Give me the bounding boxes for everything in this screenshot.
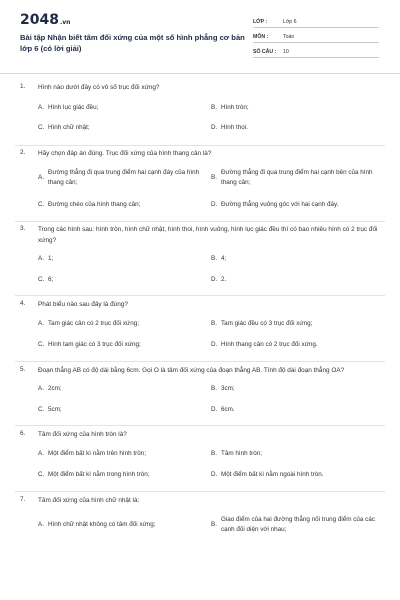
option-letter: C. [38, 276, 45, 283]
question-text: Tâm đối xứng của hình tròn là? [38, 431, 127, 438]
answer-option[interactable] [211, 275, 384, 285]
option-letter: A. [38, 103, 44, 111]
option-text: Tâm hình tròn; [221, 449, 262, 457]
meta-label: LỚP : [253, 19, 268, 25]
answer-option[interactable] [38, 103, 211, 113]
question-number: 1. [20, 83, 26, 90]
question-item [0, 146, 400, 221]
option-text: Hình chữ nhật; [48, 124, 90, 131]
option-letter: A. [38, 449, 44, 457]
option-text: Tam giác đều có 3 trục đối xứng; [221, 319, 313, 327]
answer-option[interactable] [211, 254, 384, 264]
meta-label: MÔN : [253, 34, 269, 40]
answer-option[interactable] [38, 340, 211, 350]
brand-logo[interactable] [20, 12, 70, 28]
answer-option[interactable] [38, 384, 211, 394]
answer-option[interactable] [38, 405, 211, 415]
option-text: 1; [48, 255, 54, 262]
answer-options [0, 103, 400, 134]
option-text: Đường thẳng đi qua trung điểm hai cạnh bên của hình thang cân; [221, 168, 373, 186]
header-divider [0, 73, 400, 74]
answer-option[interactable] [211, 449, 384, 459]
answer-option[interactable] [38, 515, 211, 535]
question-number: 7. [20, 495, 26, 503]
option-text: 3cm; [221, 385, 235, 392]
answer-options [0, 254, 400, 285]
answer-options [0, 168, 400, 211]
answer-options [0, 449, 400, 480]
question-number: 5. [20, 365, 26, 373]
answer-options [0, 319, 400, 350]
option-text: Hình tròn; [221, 103, 249, 111]
worksheet-header [0, 0, 400, 66]
option-text: Một điểm bất kì nằm trên hình tròn; [48, 449, 146, 457]
answer-option[interactable] [38, 123, 211, 133]
question-stem [0, 430, 400, 441]
question-item [0, 296, 400, 361]
option-text: Đường thẳng đi qua trung điểm hai cạnh đáy của hình thang cân; [48, 168, 200, 186]
option-letter: A. [38, 385, 44, 392]
option-letter: D. [211, 201, 218, 208]
question-stem [0, 149, 400, 160]
option-text: Hình tam giác có 3 trục đối xứng; [48, 340, 141, 348]
answer-option[interactable] [211, 384, 384, 394]
question-number: 2. [20, 149, 26, 156]
answer-option[interactable] [38, 319, 211, 329]
meta-value: Lớp 6 [283, 19, 297, 25]
brand-suffix: .vn [59, 19, 71, 26]
answer-option[interactable] [211, 470, 384, 480]
question-stem [0, 366, 400, 377]
option-letter: B. [211, 521, 217, 528]
option-text: Đường thẳng vuông góc với hai cạnh đáy. [221, 201, 339, 208]
question-text: Phát biểu nào sau đây là đúng? [38, 301, 128, 308]
question-text: Đoạn thẳng AB có độ dài bằng 6cm. Gọi O là tâm đối xứng của đoạn thẳng AB. Tính độ dài đoạn thẳng OA? [38, 366, 345, 374]
answer-option[interactable] [211, 103, 384, 113]
answer-option[interactable] [38, 254, 211, 264]
option-text: Một điểm bất kì nằm trong hình tròn; [48, 470, 150, 478]
question-number: 3. [20, 225, 26, 232]
meta-row-grade [253, 13, 379, 28]
meta-row-subject [253, 28, 379, 43]
question-stem [0, 300, 400, 311]
answer-option[interactable] [211, 405, 384, 415]
answer-option[interactable] [211, 515, 384, 535]
option-letter: C. [38, 340, 45, 348]
option-letter: D. [211, 406, 218, 413]
option-letter: D. [211, 340, 218, 348]
answer-option[interactable] [211, 319, 384, 329]
option-letter: B. [211, 103, 217, 111]
question-number: 4. [20, 300, 26, 307]
option-letter: C. [38, 201, 45, 208]
option-letter: C. [38, 124, 45, 131]
answer-options [0, 384, 400, 415]
answer-option[interactable] [38, 470, 211, 480]
option-text: Hình thang cân có 2 trục đối xứng. [221, 340, 318, 348]
question-list [0, 79, 400, 539]
answer-option[interactable] [211, 123, 384, 133]
option-text: Giao điểm của hai đường thẳng nối trung điểm của các cạnh đối diện với nhau; [221, 516, 375, 533]
question-number: 6. [20, 430, 26, 437]
option-letter: D. [211, 470, 218, 478]
meta-row-question-count [253, 43, 379, 58]
option-text: Tam giác cân có 2 trục đối xứng; [48, 319, 140, 327]
answer-option[interactable] [211, 340, 384, 350]
option-letter: B. [211, 255, 217, 262]
option-letter: D. [211, 124, 218, 131]
option-text: 4; [221, 255, 227, 262]
option-text: Một điểm bất kì nằm ngoài hình tròn. [221, 470, 324, 478]
option-letter: D. [211, 276, 218, 283]
option-letter: A. [38, 319, 44, 327]
meta-label: SỐ CÂU : [253, 49, 277, 55]
question-item [0, 222, 400, 295]
answer-options [0, 515, 400, 535]
option-text: 6; [48, 276, 54, 283]
option-letter: B. [211, 449, 217, 457]
option-text: Đường chéo của hình thang cân; [48, 201, 141, 208]
question-item [0, 426, 400, 491]
question-item [0, 79, 400, 145]
question-text: Hãy chọn đáp án đúng. Trục đối xứng của hình thang cân là? [38, 150, 212, 157]
answer-option[interactable] [38, 449, 211, 459]
option-letter: B. [211, 319, 217, 327]
question-text: Hình nào dưới đây có vô số trục đối xứng? [38, 84, 160, 91]
question-text: Trong các hình sau: hình tròn, hình chữ nhật, hình thoi, hình vuông, hình lục giác đều thì có bao nhiêu hình có 2 trục đối xứng? [38, 226, 378, 244]
question-text: Tâm đối xứng của hình chữ nhật là: [38, 496, 140, 504]
question-stem [0, 496, 400, 507]
option-letter: A. [38, 255, 44, 262]
brand-name: 2048 [20, 12, 59, 28]
option-letter: C. [38, 406, 45, 413]
meta-value: 10 [283, 49, 289, 55]
option-letter: A. [38, 521, 44, 528]
option-letter: A. [38, 173, 44, 181]
worksheet-meta [253, 13, 379, 58]
option-letter: B. [211, 385, 217, 392]
option-text: 5cm; [48, 406, 62, 413]
meta-value: Toán [283, 34, 295, 40]
option-text: 2. [221, 276, 227, 283]
question-item [0, 492, 400, 540]
answer-option[interactable] [211, 168, 384, 188]
answer-option[interactable] [38, 200, 211, 210]
answer-option[interactable] [38, 168, 211, 188]
question-item [0, 362, 400, 426]
option-letter: C. [38, 470, 45, 478]
answer-option[interactable] [38, 275, 211, 285]
worksheet-title: Bài tập Nhận biết tâm đối xứng của một số hình phẳng cơ bản lớp 6 (có lời giải) [20, 33, 245, 53]
option-letter: B. [211, 173, 217, 181]
option-text: 2cm; [48, 385, 62, 392]
option-text: Hình lục giác đều; [48, 103, 99, 111]
question-stem [0, 83, 400, 94]
option-text: 6cm. [221, 406, 235, 413]
option-text: Hình chữ nhật không có tâm đối xứng; [48, 521, 156, 528]
question-stem [0, 225, 400, 246]
answer-option[interactable] [211, 200, 384, 210]
option-text: Hình thoi. [221, 124, 248, 131]
